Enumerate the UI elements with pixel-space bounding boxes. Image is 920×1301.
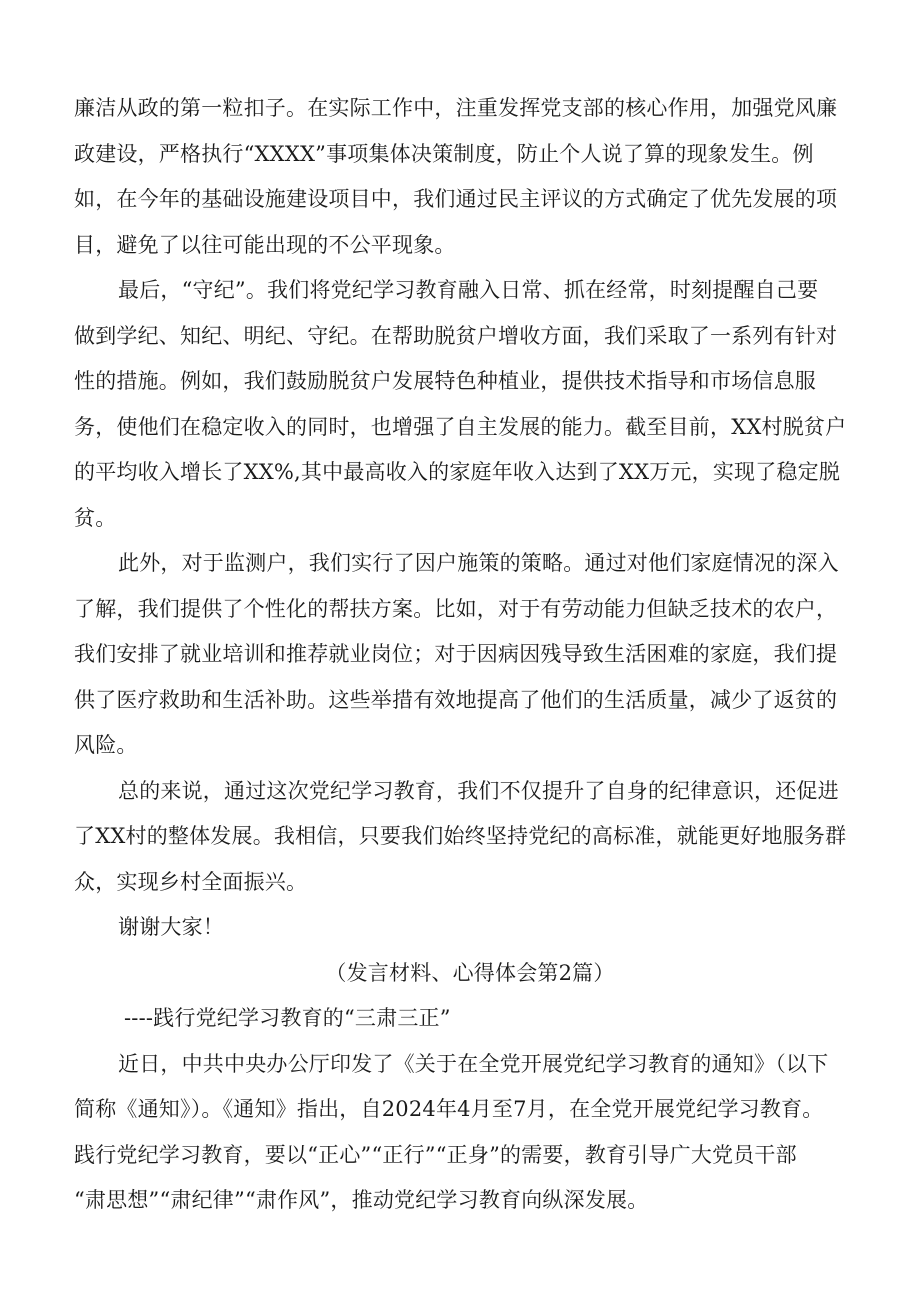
text-line: 谢谢大家！ — [118, 915, 224, 939]
text-line: 最后，“守纪”。我们将党纪学习教育融入日常、抓在经常，时刻提醒自己要 — [118, 278, 819, 302]
text-line: 众，实现乡村全面振兴。 — [74, 869, 308, 894]
text-line: 供了医疗救助和生活补助。这些举措有效地提高了他们的生活质量，减少了返贫的 — [74, 687, 838, 712]
paragraph-notice — [74, 1042, 866, 1224]
text-line: 了XX村的整体发展。我相信，只要我们始终坚持党纪的高标准，就能更好地服务群 — [74, 824, 847, 848]
text-line: 政建设，严格执行“XXXX”事项集体决策制度，防止个人说了算的现象发生。例 — [74, 141, 814, 166]
text-line: 了解，我们提供了个性化的帮扶方案。比如，对于有劳动能力但缺乏技术的农户， — [74, 596, 838, 621]
text-line: 贫。 — [74, 505, 117, 530]
text-line: 风险。 — [74, 733, 138, 757]
text-line: 近日，中共中央办公厅印发了《关于在全党开展党纪学习教育的通知》（以下 — [118, 1051, 829, 1076]
text-line: “肃思想”“肃纪律”“肃作风”，推动党纪学习教育向纵深发展。 — [74, 1188, 649, 1212]
text-line: 务，使他们在稳定收入的同时，也增强了自主发展的能力。截至目前，XX村脱贫户 — [74, 414, 847, 439]
document-page — [74, 86, 866, 1224]
paragraph-discipline — [74, 268, 866, 541]
text-line: 的平均收入增长了XX%,其中最高收入的家庭年收入达到了XX万元，实现了稳定脱 — [74, 460, 841, 484]
paragraph-thanks — [74, 905, 866, 951]
text-line: 如，在今年的基础设施建设项目中，我们通过民主评议的方式确定了优先发展的项 — [74, 187, 838, 211]
text-line: 践行党纪学习教育，要以“正心”“正行”“正身”的需要，教育引导广大党员干部 — [74, 1142, 797, 1167]
section-subtitle: ----践行党纪学习教育的“三肃三正” — [124, 1006, 451, 1030]
paragraph-summary — [74, 769, 866, 906]
text-line: 目，避免了以往可能出现的不公平现象。 — [74, 232, 456, 257]
paragraph-monitoring — [74, 541, 866, 769]
section-title: （发言材料、心得体会第2篇） — [325, 960, 615, 985]
text-line: 总的来说，通过这次党纪学习教育，我们不仅提升了自身的纪律意识，还促进 — [118, 778, 839, 803]
paragraph-integrity — [74, 86, 866, 268]
text-line: 我们安排了就业培训和推荐就业岗位；对于因病因残导致生活困难的家庭，我们提 — [74, 642, 838, 666]
text-line: 性的措施。例如，我们鼓励脱贫户发展特色种植业，提供技术指导和市场信息服 — [74, 369, 816, 393]
text-line: 做到学纪、知纪、明纪、守纪。在帮助脱贫户增收方面，我们采取了一系列有针对 — [74, 323, 838, 348]
text-line: 廉洁从政的第一粒扣子。在实际工作中，注重发挥党支部的核心作用，加强党风廉 — [74, 96, 838, 120]
text-line: 简称《通知》）。《通知》指出，自2024年4月至7月，在全党开展党纪学习教育。 — [74, 1097, 824, 1121]
text-line: 此外，对于监测户，我们实行了因户施策的策略。通过对他们家庭情况的深入 — [118, 551, 839, 575]
